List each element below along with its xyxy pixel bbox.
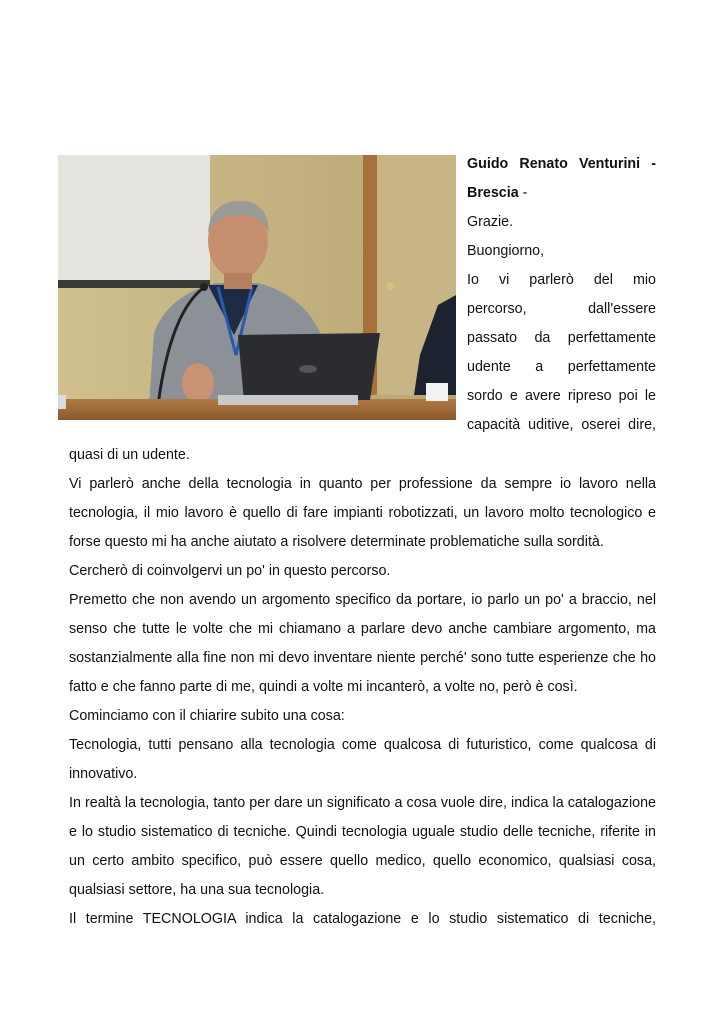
paragraph: quasi di un udente. xyxy=(69,447,190,463)
side-line: capacità uditive, oserei dire, xyxy=(467,417,656,433)
side-line: Grazie. xyxy=(467,214,514,230)
speaker-photo xyxy=(58,155,456,420)
paragraph: Tecnologia, tutti pensano alla tecnologia come qualcosa di futuristico, come qualcosa di innovativo. xyxy=(69,737,656,782)
paragraph: Vi parlerò anche della tecnologia in quanto per professione da sempre io lavoro nella tecnologia, il mio lavoro è quello di fare impianti robotizzati, un lavoro molto tecnologico e forse questo mi ha anche aiutato a risolvere determinate problematiche sulla sordità. xyxy=(69,476,656,550)
side-line: sordo e avere ripreso poi le xyxy=(467,388,656,404)
side-line: udente a perfettamente xyxy=(467,359,656,375)
paragraph: Cercherò di coinvolgervi un po' in questo percorso. xyxy=(69,563,391,579)
side-line: Buongiorno, xyxy=(467,243,545,259)
side-line: passato da perfettamente xyxy=(467,330,656,346)
side-column xyxy=(467,150,656,440)
paragraph: Cominciamo con il chiarire subito una cosa: xyxy=(69,708,345,724)
paragraph: Premetto che non avendo un argomento specifico da portare, io parlo un po' a braccio, nel senso che tutte le volte che mi chiamano a parlare devo anche cambiare argomento, ma sostanzialmente alla fine non mi devo inventare niente perché' sono tutte esperienze che ho fatto e che fanno parte di me, quindi a volte mi incanterò, a volte no, però è così. xyxy=(69,592,656,695)
speaker-city-line: Brescia - xyxy=(467,185,528,201)
body-text xyxy=(69,441,656,934)
paragraph: In realtà la tecnologia, tanto per dare un significato a cosa vuole dire, indica la catalogazione e lo studio sistematico di tecniche. Quindi tecnologia uguale studio delle tecniche, riferite in un certo ambito specifico, può essere quello medico, quello economico, qualsiasi cosa, qualsiasi settore, ha una sua tecnologia. xyxy=(69,795,656,898)
side-line: Io vi parlerò del mio xyxy=(467,272,656,288)
speaker-name-line: Guido Renato Venturini - xyxy=(467,156,656,172)
side-line: percorso, dall'essere xyxy=(467,301,656,317)
paragraph: Il termine TECNOLOGIA indica la catalogazione e lo studio sistematico di tecniche, xyxy=(69,911,656,927)
